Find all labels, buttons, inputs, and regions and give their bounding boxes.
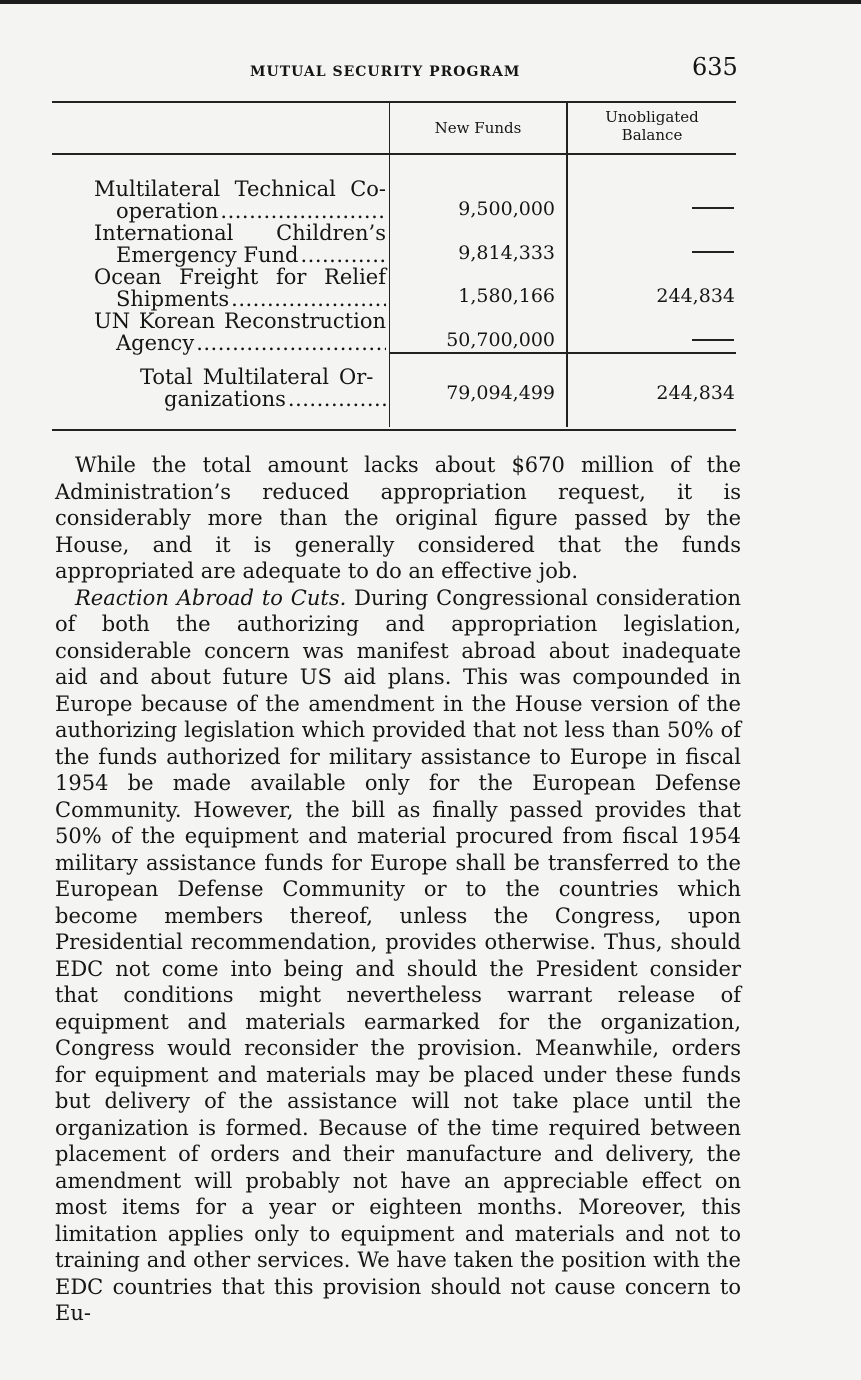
new-funds-cell: 9,814,333	[458, 242, 555, 264]
unobligated-dash	[692, 207, 734, 209]
section-heading: Reaction Abroad to Cuts.	[75, 585, 347, 610]
col-new-funds-header: New Funds	[434, 119, 522, 137]
table-top-rule	[52, 101, 736, 103]
total-row-stub: Total Multilateral Or- ganizations .....	[94, 366, 386, 410]
row-stub: Multilateral Technical Co- operation .....	[94, 178, 386, 222]
table-head-rule	[52, 153, 736, 155]
row-stub: UN Korean Reconstruction Agency .....	[94, 310, 386, 354]
funds-table	[52, 101, 736, 431]
total-unobligated-cell: 244,834	[656, 382, 735, 404]
unobligated-dash	[692, 251, 734, 253]
row-stub: Ocean Freight for Relief Shipments .....	[94, 266, 386, 310]
col-unobligated-header: Unobligated	[605, 108, 699, 126]
paragraph: While the total amount lacks about $670 million of the Administration’s reduced appropriation request, it is considerably more than the original figure passed by the House, and it is generally considered that the funds appropriated are adequate to do an effective job.	[55, 453, 741, 583]
stub-column-rule	[389, 101, 390, 427]
col-balance-header: Balance	[621, 126, 683, 144]
new-funds-cell: 1,580,166	[458, 285, 555, 307]
body-text	[55, 452, 741, 1327]
unobligated-cell: 244,834	[656, 285, 735, 307]
unobligated-dash	[692, 339, 734, 341]
page-number: 635	[692, 53, 738, 81]
page-top-edge	[0, 0, 861, 4]
new-funds-cell: 9,500,000	[458, 198, 555, 220]
paragraph: Reaction Abroad to Cuts. During Congressional consideration of both the authorizing and appropriation legislation, considerable concern was manifest abroad about inadequate aid and about future US aid plans. This was compounded in Europe because of the amendment in the House version of the authorizing legislation which provided that not less than 50% of the funds authorized for military assistance to Europe in fiscal 1954 be made available only for the European Defense Community. However, the bill as finally passed provides that 50% of the equipment and material procured from fiscal 1954 military assistance funds for Europe shall be transferred to the European Defense Community or to the countries which become members thereof, unless the Congress, upon Presidential recommendation, provides otherwise. Thus, should EDC not come into being and should the President consider that conditions might nevertheless warrant release of equipment and materials earmarked for the organization, Congress would reconsider the provision. Meanwhile, orders for equipment and materials may be placed under these funds but delivery of the assistance will not take place until the organization is formed. Because of the time required between placement of orders and their manufacture and delivery, the amendment will probably not have an appreciable effect on most items for a year or eighteen months. Moreover, this limitation applies only to equipment and materials and not to training and other services. We have taken the position with the EDC countries that this provision should not cause concern to Eu-	[55, 585, 741, 1325]
funds-column-rule	[566, 101, 568, 427]
row-stub: International Children’s Emergency Fund .....	[94, 222, 386, 266]
new-funds-cell: 50,700,000	[446, 329, 555, 351]
running-title: MUTUAL SECURITY PROGRAM	[250, 64, 521, 80]
total-new-funds-cell: 79,094,499	[446, 382, 555, 404]
total-rule	[389, 352, 736, 354]
table-bottom-rule	[52, 429, 736, 431]
